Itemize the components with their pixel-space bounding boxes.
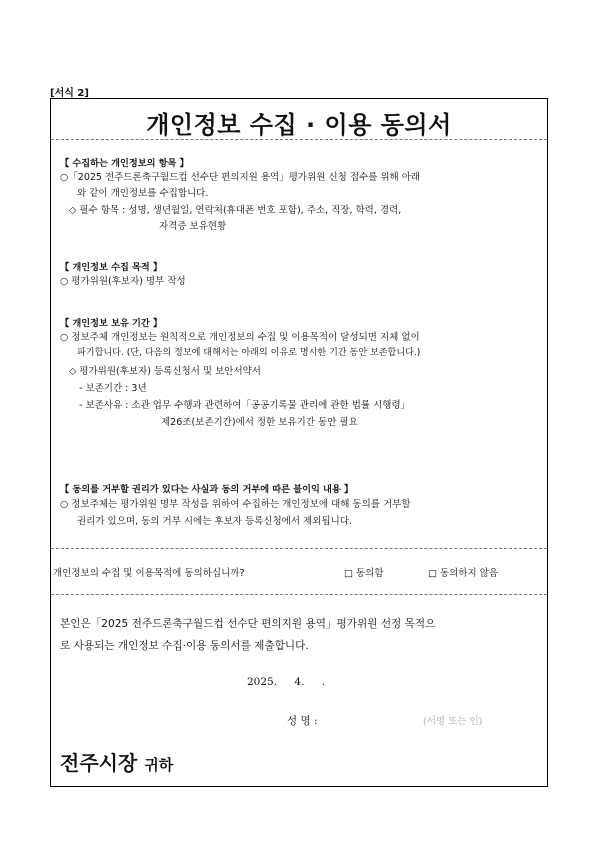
- items-line-3: ◇ 필수 항목 : 성명, 생년월일, 연락처(휴대폰 번호 포함), 주소, 직장, 학력, 경력,: [69, 205, 402, 216]
- consent-divider-top: [51, 548, 547, 549]
- submission-date: 2025. 4. .: [247, 676, 326, 688]
- submission-statement: [60, 613, 435, 657]
- addressee-suffix: 귀하: [144, 756, 174, 774]
- retention-line-4: - 보존기간 : 3년: [79, 383, 147, 394]
- title-divider: [51, 139, 547, 140]
- retention-line-3: ◇ 평가위원(후보자) 등록신청서 및 보안서약서: [69, 366, 261, 377]
- section-header-refusal: 【 동의를 거부할 권리가 있다는 사실과 동의 거부에 따른 불이익 내용 】: [60, 484, 354, 495]
- agree-checkbox[interactable]: □ 동의함: [344, 568, 384, 579]
- section-header-retention: 【 개인정보 보유 기간 】: [60, 318, 163, 329]
- consent-divider-bottom: [51, 594, 547, 595]
- items-line-4: 자격증 보유현황: [159, 221, 227, 232]
- retention-line-1: ○ 정보주체 개인정보는 원칙적으로 개인정보의 수집 및 이용목적이 달성되면 지체 없이: [60, 332, 420, 343]
- refusal-line-2: 권리가 있으며, 동의 거부 시에는 후보자 등록신청에서 제외됩니다.: [77, 516, 352, 527]
- signature-hint[interactable]: (서명 또는 인): [423, 716, 483, 727]
- refusal-line-1: ○ 정보주체는 평가위원 명부 작성을 위하여 수집하는 개인정보에 대해 동의를 거부할: [60, 499, 411, 510]
- retention-line-5: - 보존사유 : 소관 업무 수행과 관련하여「공공기록물 관리에 관한 법률 시행령」: [79, 400, 411, 411]
- signature-label: 성 명 :: [287, 715, 318, 727]
- consent-form: [50, 98, 548, 787]
- retention-line-6: 제26조(보존기간)에서 정한 보유기간 동안 필요: [161, 417, 358, 428]
- purpose-line-1: ○ 평가위원(후보자) 명부 작성: [60, 276, 186, 287]
- disagree-checkbox[interactable]: □ 동의하지 않음: [428, 568, 499, 579]
- section-header-purpose: 【 개인정보 수집 목적 】: [60, 262, 163, 273]
- addressee-name: 전주시장: [60, 751, 138, 775]
- form-title: 개인정보 수집 · 이용 동의서: [146, 111, 452, 139]
- form-number: [서식 2]: [50, 88, 89, 99]
- section-header-items: 【 수집하는 개인정보의 항목 】: [60, 158, 189, 169]
- submission-line-1: 본인은「2025 전주드론축구월드컵 선수단 편의지원 용역」평가위원 선정 목적으: [60, 618, 436, 630]
- items-line-1: ○「2025 전주드론축구월드컵 선수단 편의지원 용역」평가위원 신청 접수를 위해 아래: [60, 172, 421, 183]
- consent-question: 개인정보의 수집 및 이용목적에 동의하십니까?: [53, 568, 245, 579]
- items-line-2: 와 같이 개인정보를 수집합니다.: [77, 188, 209, 199]
- retention-line-2: 파기합니다. (단, 다음의 정보에 대해서는 아래의 이유로 명시한 기간 동안 보존합니다.): [77, 348, 421, 358]
- addressee: [60, 747, 173, 776]
- submission-line-2: 로 사용되는 개인정보 수집·이용 동의서를 제출합니다.: [60, 640, 309, 652]
